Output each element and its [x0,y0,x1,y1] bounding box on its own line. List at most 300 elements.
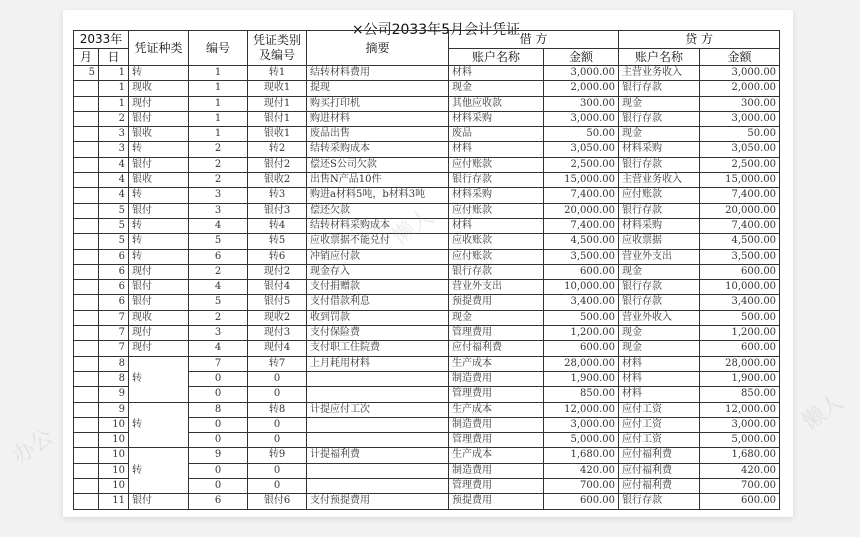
voucher-type-cell: 银付 [129,280,189,295]
debit-account-cell: 制造费用 [449,417,544,432]
debit-amount-cell: 3,500.00 [544,249,619,264]
number-cell: 3 [189,188,248,203]
day-cell: 1 [99,81,129,96]
day-cell: 8 [99,356,129,371]
credit-account-cell: 现金 [619,264,700,279]
month-cell [74,111,99,126]
debit-account-cell: 制造费用 [449,463,544,478]
credit-amount-cell: 300.00 [700,96,780,111]
summary-cell: 现金存入 [307,264,449,279]
day-cell: 10 [99,448,129,463]
voucher-type-cell: 现付 [129,326,189,341]
credit-account-cell: 现金 [619,96,700,111]
debit-amount-cell: 12,000.00 [544,402,619,417]
credit-amount-cell: 50.00 [700,127,780,142]
summary-cell: 结转材料费用 [307,66,449,81]
month-cell [74,463,99,478]
credit-account-cell: 银行存款 [619,203,700,218]
month-cell: 5 [74,66,99,81]
credit-amount-cell: 3,000.00 [700,417,780,432]
table-row [74,218,780,233]
month-cell [74,280,99,295]
month-cell [74,494,99,509]
type-number-cell: 0 [248,417,307,432]
credit-account-cell: 银行存款 [619,81,700,96]
credit-amount-cell: 2,500.00 [700,157,780,172]
month-cell [74,310,99,325]
day-cell: 10 [99,463,129,478]
day-cell: 6 [99,264,129,279]
day-cell: 7 [99,310,129,325]
number-cell: 5 [189,295,248,310]
debit-amount-cell: 7,400.00 [544,188,619,203]
debit-account-cell: 其他应收款 [449,96,544,111]
number-cell: 0 [189,479,248,494]
voucher-type-cell: 银收 [129,127,189,142]
credit-amount-cell: 1,680.00 [700,448,780,463]
day-cell: 10 [99,417,129,432]
type-number-cell: 0 [248,387,307,402]
type-and-number-header [248,31,307,66]
type-number-cell: 转2 [248,142,307,157]
credit-amount-cell: 700.00 [700,479,780,494]
debit-account-cell: 银行存款 [449,173,544,188]
credit-account-cell: 现金 [619,326,700,341]
debit-account-cell: 材料 [449,218,544,233]
type-number-cell: 转1 [248,66,307,81]
summary-cell: 支付保险费 [307,326,449,341]
credit-amount-cell: 10,000.00 [700,280,780,295]
type-number-cell: 转7 [248,356,307,371]
day-cell: 6 [99,295,129,310]
summary-cell [307,463,449,478]
table-row [74,402,780,417]
summary-cell: 应收票据不能兑付 [307,234,449,249]
month-cell [74,249,99,264]
month-cell [74,142,99,157]
type-number-cell: 现付4 [248,341,307,356]
debit-account-cell: 材料 [449,142,544,157]
month-cell [74,402,99,417]
debit-amount-cell: 1,200.00 [544,326,619,341]
voucher-type-cell: 银付 [129,203,189,218]
voucher-type-cell: 现付 [129,341,189,356]
voucher-type-cell: 转 [129,218,189,233]
type-number-cell: 银付2 [248,157,307,172]
debit-account-cell: 应付福利费 [449,341,544,356]
voucher-type-cell: 银付 [129,111,189,126]
debit-amount-cell: 15,000.00 [544,173,619,188]
summary-cell: 支付职工住院费 [307,341,449,356]
debit-amount-cell: 28,000.00 [544,356,619,371]
debit-amount-cell: 2,000.00 [544,81,619,96]
voucher-rows [74,66,780,510]
credit-account-cell: 材料采购 [619,142,700,157]
document-title: ×公司2033年5月会计凭证 [351,22,521,38]
debit-account-cell: 材料采购 [449,188,544,203]
number-cell: 6 [189,494,248,509]
day-header: 日 [99,48,129,66]
summary-cell: 结转采购成本 [307,142,449,157]
debit-amount-cell: 3,000.00 [544,111,619,126]
day-cell: 1 [99,66,129,81]
voucher-type-cell: 转 [129,234,189,249]
credit-amount-cell: 3,050.00 [700,142,780,157]
table-row [74,341,780,356]
credit-amount-cell: 3,500.00 [700,249,780,264]
voucher-type-cell: 现付 [129,264,189,279]
month-cell [74,326,99,341]
number-cell: 2 [189,173,248,188]
credit-amount-cell: 600.00 [700,264,780,279]
type-number-cell: 银付6 [248,494,307,509]
day-cell: 10 [99,433,129,448]
debit-amount-cell: 20,000.00 [544,203,619,218]
table-row [74,157,780,172]
table-row [74,310,780,325]
credit-amount-cell: 15,000.00 [700,173,780,188]
number-cell: 4 [189,218,248,233]
debit-amount-cell: 2,500.00 [544,157,619,172]
voucher-type-cell: 转 [129,142,189,157]
debit-account-header: 账户名称 [449,48,544,66]
summary-cell: 购进材料 [307,111,449,126]
credit-amount-cell: 7,400.00 [700,188,780,203]
debit-account-cell: 现金 [449,310,544,325]
debit-account-cell: 材料 [449,66,544,81]
credit-amount-cell: 600.00 [700,341,780,356]
debit-amount-cell: 5,000.00 [544,433,619,448]
type-number-cell: 0 [248,433,307,448]
debit-amount-cell: 50.00 [544,127,619,142]
credit-account-cell: 应付工资 [619,402,700,417]
voucher-table [73,30,780,510]
type-number-cell: 转3 [248,188,307,203]
credit-amount-cell: 7,400.00 [700,218,780,233]
type-number-cell: 转4 [248,218,307,233]
debit-amount-cell: 10,000.00 [544,280,619,295]
debit-amount-cell: 3,050.00 [544,142,619,157]
table-row [74,494,780,509]
month-cell [74,188,99,203]
day-cell: 3 [99,127,129,142]
debit-amount-cell: 600.00 [544,494,619,509]
table-row [74,111,780,126]
credit-account-cell: 应付福利费 [619,463,700,478]
credit-amount-cell: 850.00 [700,387,780,402]
table-row [74,188,780,203]
number-cell: 6 [189,249,248,264]
number-cell: 2 [189,142,248,157]
debit-account-cell: 应付账款 [449,157,544,172]
month-cell [74,234,99,249]
table-row [74,295,780,310]
number-cell: 2 [189,310,248,325]
credit-account-cell: 材料 [619,371,700,386]
credit-account-cell: 应付工资 [619,433,700,448]
summary-cell [307,417,449,432]
debit-account-cell: 预提费用 [449,494,544,509]
voucher-type-cell: 银付 [129,295,189,310]
month-cell [74,341,99,356]
type-number-cell: 银付5 [248,295,307,310]
number-cell: 1 [189,81,248,96]
summary-header: 摘要 [307,31,449,66]
credit-account-cell: 材料 [619,356,700,371]
day-cell: 5 [99,203,129,218]
credit-account-cell: 材料 [619,387,700,402]
day-cell: 1 [99,96,129,111]
number-cell: 2 [189,157,248,172]
month-cell [74,218,99,233]
debit-account-cell: 生产成本 [449,356,544,371]
credit-amount-cell: 3,000.00 [700,111,780,126]
number-cell: 0 [189,417,248,432]
credit-amount-cell: 420.00 [700,463,780,478]
credit-amount-cell: 3,400.00 [700,295,780,310]
number-header: 编号 [189,31,248,66]
summary-cell [307,433,449,448]
number-cell: 1 [189,66,248,81]
table-row [74,127,780,142]
type-number-cell: 银付4 [248,280,307,295]
month-cell [74,264,99,279]
debit-account-cell: 管理费用 [449,479,544,494]
credit-amount-header: 金额 [700,48,780,66]
number-cell: 4 [189,280,248,295]
month-cell [74,479,99,494]
credit-account-cell: 营业外收入 [619,310,700,325]
type-number-cell: 现付3 [248,326,307,341]
document-page [63,10,793,517]
day-cell: 9 [99,402,129,417]
credit-account-cell: 应收票据 [619,234,700,249]
credit-account-cell: 主营业务收入 [619,66,700,81]
day-cell: 9 [99,387,129,402]
summary-cell: 偿还欠款 [307,203,449,218]
credit-amount-cell: 1,200.00 [700,326,780,341]
debit-account-cell: 管理费用 [449,326,544,341]
credit-amount-cell: 5,000.00 [700,433,780,448]
debit-amount-cell: 600.00 [544,264,619,279]
debit-amount-cell: 1,680.00 [544,448,619,463]
day-cell: 5 [99,234,129,249]
voucher-type-cell: 转 [129,249,189,264]
debit-amount-cell: 7,400.00 [544,218,619,233]
table-row [74,142,780,157]
credit-account-cell: 现金 [619,127,700,142]
summary-cell [307,371,449,386]
debit-account-cell: 生产成本 [449,402,544,417]
voucher-type-cell: 转 [129,402,189,448]
type-and-number-line1: 凭证类别 [253,33,302,47]
number-cell: 0 [189,463,248,478]
type-number-cell: 现付2 [248,264,307,279]
summary-cell [307,479,449,494]
summary-cell: 冲销应付款 [307,249,449,264]
debit-account-cell: 材料采购 [449,111,544,126]
month-cell [74,417,99,432]
credit-account-cell: 银行存款 [619,280,700,295]
credit-amount-cell: 500.00 [700,310,780,325]
summary-cell: 结转材料采购成本 [307,218,449,233]
debit-account-cell: 废品 [449,127,544,142]
debit-amount-cell: 850.00 [544,387,619,402]
debit-amount-cell: 3,000.00 [544,417,619,432]
voucher-type-cell: 银收 [129,173,189,188]
watermark: 懒人 [387,204,439,251]
debit-account-cell: 应付账款 [449,249,544,264]
month-cell [74,96,99,111]
debit-account-cell: 预提费用 [449,295,544,310]
debit-amount-cell: 3,000.00 [544,66,619,81]
day-cell: 4 [99,188,129,203]
debit-amount-cell: 600.00 [544,341,619,356]
type-and-number-line2: 及编号 [259,48,296,62]
voucher-type-cell: 转 [129,448,189,494]
credit-account-cell: 应付福利费 [619,448,700,463]
debit-amount-header: 金额 [544,48,619,66]
number-cell: 1 [189,96,248,111]
debit-amount-cell: 500.00 [544,310,619,325]
credit-account-cell: 银行存款 [619,157,700,172]
summary-cell: 支付捐赠款 [307,280,449,295]
debit-amount-cell: 700.00 [544,479,619,494]
credit-amount-cell: 4,500.00 [700,234,780,249]
day-cell: 10 [99,479,129,494]
month-cell [74,448,99,463]
number-cell: 2 [189,264,248,279]
credit-amount-cell: 1,900.00 [700,371,780,386]
debit-account-cell: 应付账款 [449,203,544,218]
table-row [74,66,780,81]
summary-cell: 计提福利费 [307,448,449,463]
credit-amount-cell: 2,000.00 [700,81,780,96]
credit-account-cell: 应付工资 [619,417,700,432]
debit-account-cell: 生产成本 [449,448,544,463]
debit-account-cell: 银行存款 [449,264,544,279]
day-cell: 4 [99,173,129,188]
credit-account-cell: 材料采购 [619,218,700,233]
type-number-cell: 0 [248,479,307,494]
summary-cell: 购买打印机 [307,96,449,111]
debit-amount-cell: 4,500.00 [544,234,619,249]
summary-cell: 提现 [307,81,449,96]
number-cell: 0 [189,433,248,448]
type-number-cell: 银付1 [248,111,307,126]
month-cell [74,81,99,96]
table-row [74,96,780,111]
type-number-cell: 0 [248,463,307,478]
summary-cell: 收到罚款 [307,310,449,325]
day-cell: 11 [99,494,129,509]
credit-account-cell: 银行存款 [619,111,700,126]
type-number-cell: 现收1 [248,81,307,96]
month-cell [74,157,99,172]
number-cell: 0 [189,371,248,386]
month-cell [74,127,99,142]
number-cell: 4 [189,341,248,356]
credit-account-cell: 主营业务收入 [619,173,700,188]
number-cell: 1 [189,111,248,126]
voucher-type-header: 凭证种类 [129,31,189,66]
table-row [74,280,780,295]
debit-amount-cell: 1,900.00 [544,371,619,386]
day-cell: 5 [99,218,129,233]
debit-account-cell: 现金 [449,81,544,96]
watermark: 办公 [7,424,59,471]
table-row [74,203,780,218]
day-cell: 6 [99,280,129,295]
table-row [74,326,780,341]
credit-account-header: 账户名称 [619,48,700,66]
summary-cell: 废品出售 [307,127,449,142]
credit-account-cell: 营业外支出 [619,249,700,264]
watermark: 懒人 [797,389,849,436]
table-row [74,448,780,463]
debit-account-cell: 管理费用 [449,387,544,402]
month-cell [74,295,99,310]
summary-cell: 支付借款利息 [307,295,449,310]
summary-cell: 上月耗用材料 [307,356,449,371]
type-number-cell: 转6 [248,249,307,264]
month-cell [74,433,99,448]
number-cell: 8 [189,402,248,417]
voucher-type-cell: 银付 [129,157,189,172]
table-row [74,81,780,96]
voucher-type-cell: 现收 [129,310,189,325]
month-cell [74,387,99,402]
debit-account-cell: 应收账款 [449,234,544,249]
day-cell: 7 [99,341,129,356]
table-row [74,234,780,249]
summary-cell: 出售N产品10件 [307,173,449,188]
voucher-type-cell: 银付 [129,494,189,509]
voucher-type-cell: 转 [129,188,189,203]
number-cell: 1 [189,127,248,142]
debit-amount-cell: 3,400.00 [544,295,619,310]
year-header: 2033年 [74,31,129,49]
day-cell: 7 [99,326,129,341]
type-number-cell: 现付1 [248,96,307,111]
debit-account-cell: 管理费用 [449,433,544,448]
day-cell: 8 [99,371,129,386]
day-cell: 3 [99,142,129,157]
credit-amount-cell: 28,000.00 [700,356,780,371]
month-cell [74,203,99,218]
summary-cell: 偿还S公司欠款 [307,157,449,172]
debit-amount-cell: 420.00 [544,463,619,478]
number-cell: 3 [189,326,248,341]
debit-amount-cell: 300.00 [544,96,619,111]
voucher-type-cell: 现付 [129,96,189,111]
credit-account-cell: 银行存款 [619,494,700,509]
credit-amount-cell: 600.00 [700,494,780,509]
credit-amount-cell: 12,000.00 [700,402,780,417]
summary-cell: 计提应付工次 [307,402,449,417]
table-row [74,249,780,264]
month-header: 月 [74,48,99,66]
table-row [74,356,780,371]
voucher-type-cell: 现收 [129,81,189,96]
debit-header: 借 方 [449,31,619,49]
day-cell: 2 [99,111,129,126]
debit-account-cell: 营业外支出 [449,280,544,295]
month-cell [74,371,99,386]
credit-account-cell: 银行存款 [619,295,700,310]
type-number-cell: 转9 [248,448,307,463]
number-cell: 5 [189,234,248,249]
